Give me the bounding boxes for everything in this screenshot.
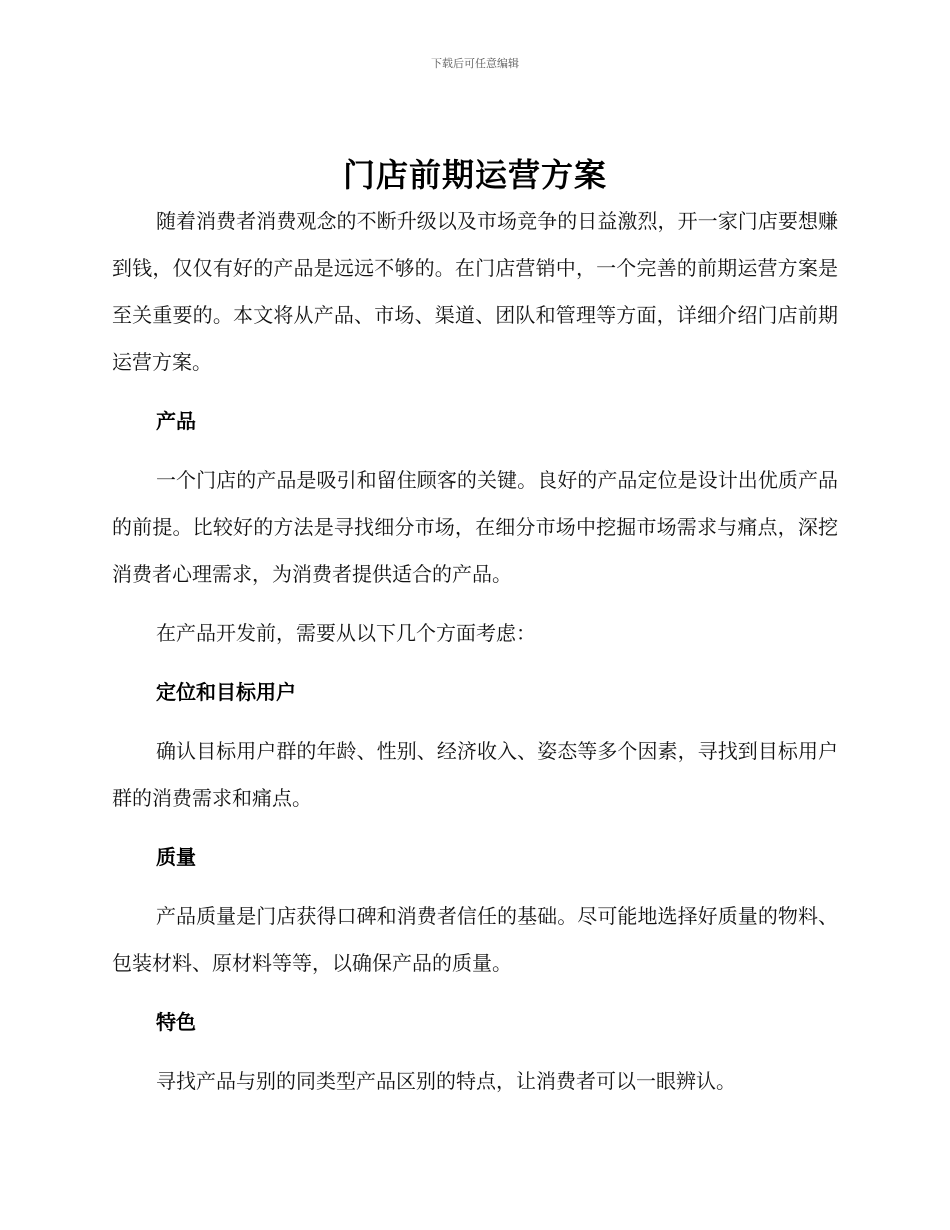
header-note: 下载后可任意编辑 bbox=[431, 57, 519, 70]
intro-paragraph: 随着消费者消费观念的不断升级以及市场竞争的日益激烈，开一家门店要想赚到钱，仅仅有好的产品是远远不够的。在门店营销中，一个完善的前期运营方案是至关重要的。本文将从产品、市场、渠道、团队和管理等方面，详细介绍门店前期运营方案。 bbox=[112, 209, 838, 374]
quality-paragraph: 产品质量是门店获得口碑和消费者信任的基础。尽可能地选择好质量的物料、包装材料、原材料等等，以确保产品的质量。 bbox=[112, 904, 838, 975]
section-heading-feature: 特色 bbox=[156, 1010, 196, 1034]
section-heading-positioning: 定位和目标用户 bbox=[156, 680, 296, 704]
document-title: 门店前期运营方案 bbox=[342, 156, 607, 194]
section-heading-product: 产品 bbox=[156, 409, 196, 433]
product-paragraph-2: 在产品开发前，需要从以下几个方面考虑： bbox=[156, 621, 536, 645]
document-body bbox=[112, 198, 838, 1105]
product-paragraph-1: 一个门店的产品是吸引和留住顾客的关键。良好的产品定位是设计出优质产品的前提。比较好的方法是寻找细分市场，在细分市场中挖掘市场需求与痛点，深挖消费者心理需求，为消费者提供适合的产品。 bbox=[112, 468, 838, 586]
positioning-paragraph: 确认目标用户群的年龄、性别、经济收入、姿态等多个因素，寻找到目标用户群的消费需求和痛点。 bbox=[112, 739, 838, 810]
section-heading-quality: 质量 bbox=[156, 845, 196, 869]
feature-paragraph: 寻找产品与别的同类型产品区别的特点，让消费者可以一眼辨认。 bbox=[156, 1069, 736, 1093]
